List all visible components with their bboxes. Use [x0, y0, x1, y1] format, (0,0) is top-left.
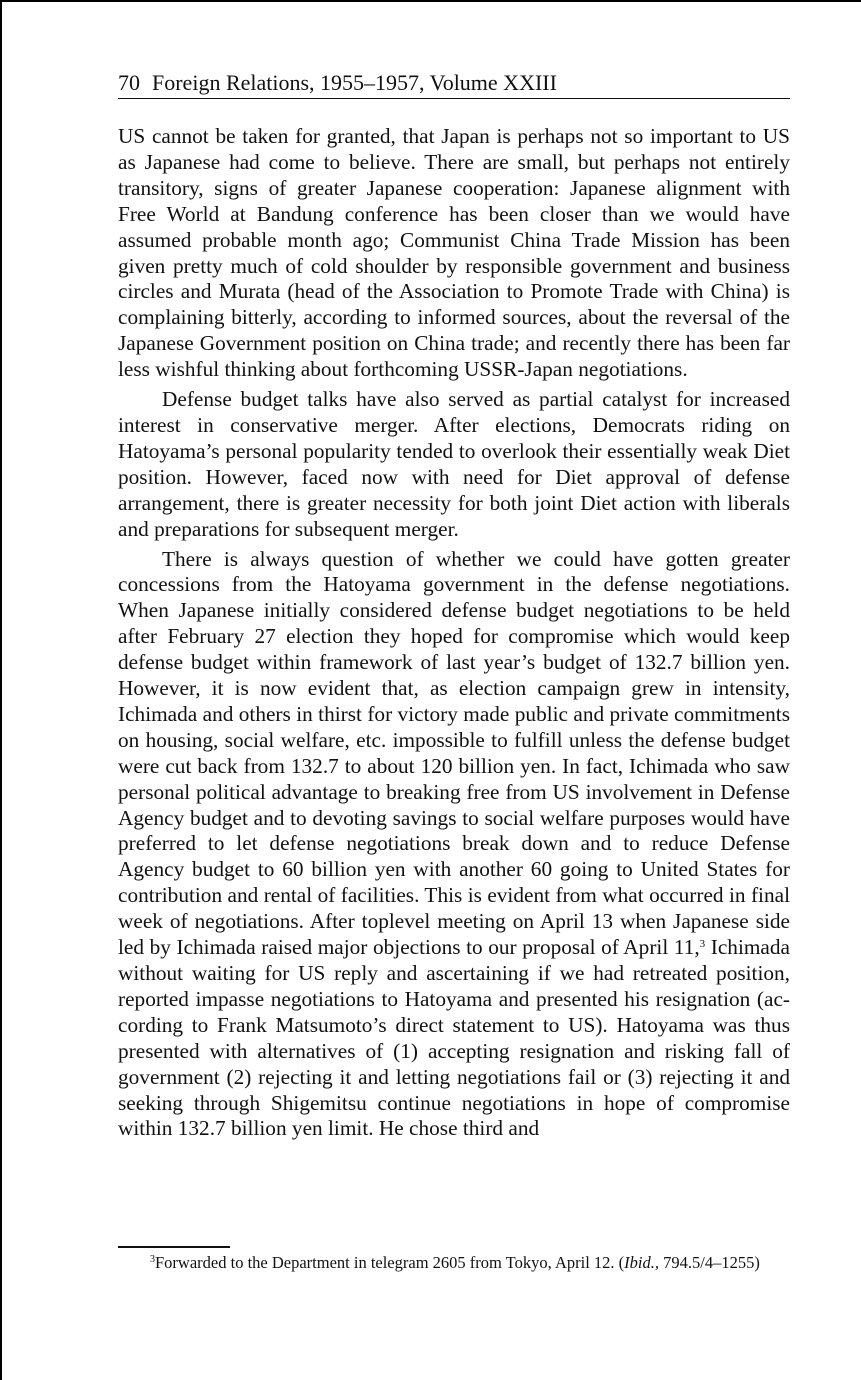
footnote-ibid: Ibid.,: [624, 1253, 659, 1272]
footnote-text: Forwarded to the Department in telegram 2605 from Tokyo, April 12. (: [155, 1253, 625, 1272]
paragraph: Defense budget talks have also served as partial catalyst for increased interest in conservative merger. After elections, Democrats riding on Hatoyama’s personal popularity tended to overlook their essentially weak Diet position. However, faced now with need for Diet approval of defense arrangement, there is greater necessity for both joint Diet action with liberals and preparations for subsequent merger.: [118, 387, 790, 541]
footnote-reference[interactable]: 3: [699, 938, 706, 951]
running-header: [118, 68, 790, 99]
footnote-text: 794.5/4–1255): [659, 1253, 760, 1272]
paragraph-text: There is always question of whether we could have gotten greater concessions from the Hatoyama government in the defense negotiations. When Japanese initially considered defense budget negotiations to be held after February 27 election they hoped for compromise which would keep defense budget within framework of last year’s budget of 132.7 billion yen. However, it is now evident that, as election campaign grew in intensity, Ichimada and others in thirst for victory made public and private commitments on housing, social welfare, etc. impossible to fulfill unless the defense budget were cut back from 132.7 to about 120 billion yen. In fact, Ichimada who saw personal political advantage to breaking free from US involvement in Defense Agency budget and to devoting savings to social welfare purposes would have preferred to let defense negotiations break down and to reduce Defense Agency budget to 60 billion yen with another 60 going to United States for contribution and rental of facilities. This is evident from what occurred in final week of negotiations. After toplevel meeting on April 13 when Japanese side led by Ichimada raised major objections to our proposal of April 11,: [118, 546, 790, 960]
paragraph: US cannot be taken for granted, that Japan is perhaps not so important to US as Japanese had come to believe. There are small, but perhaps not entirely transitory, signs of greater Japanese cooperation: Japanese alignment with Free World at Bandung conference has been closer than we would have assumed probable month ago; Communist China Trade Mission has been given pretty much of cold shoulder by responsible government and business circles and Murata (head of the Association to Promote Trade with China) is complaining bitterly, according to informed sources, about the reversal of the Japanese Government position on China trade; and recently there has been far less wishful thinking about forthcoming USSR-Japan negotiations.: [118, 124, 790, 382]
paragraph: [118, 547, 790, 1143]
footnote-number: 3: [150, 1254, 155, 1265]
footnote-divider: [118, 1246, 230, 1248]
footnote: [118, 1252, 790, 1273]
page-number: 70: [118, 70, 140, 95]
paragraph-text: Ichimada without waiting for US reply and ascertaining if we had retreated position, reported impasse negotiations to Hatoyama and presented his resignation (according to Frank Matsumoto’s direct statement to US). Hatoyama was thus presented with alternatives of (1) accepting resignation and risking fall of government (2) rejecting it and letting negotiations fail or (3) rejecting it and seeking through Shigemitsu continue negotiations in hope of compromise within 132.7 billion yen limit. He chose third and: [118, 935, 790, 1141]
main-text: [118, 124, 790, 1142]
volume-title: Foreign Relations, 1955–1957, Volume XXIII: [152, 70, 557, 95]
